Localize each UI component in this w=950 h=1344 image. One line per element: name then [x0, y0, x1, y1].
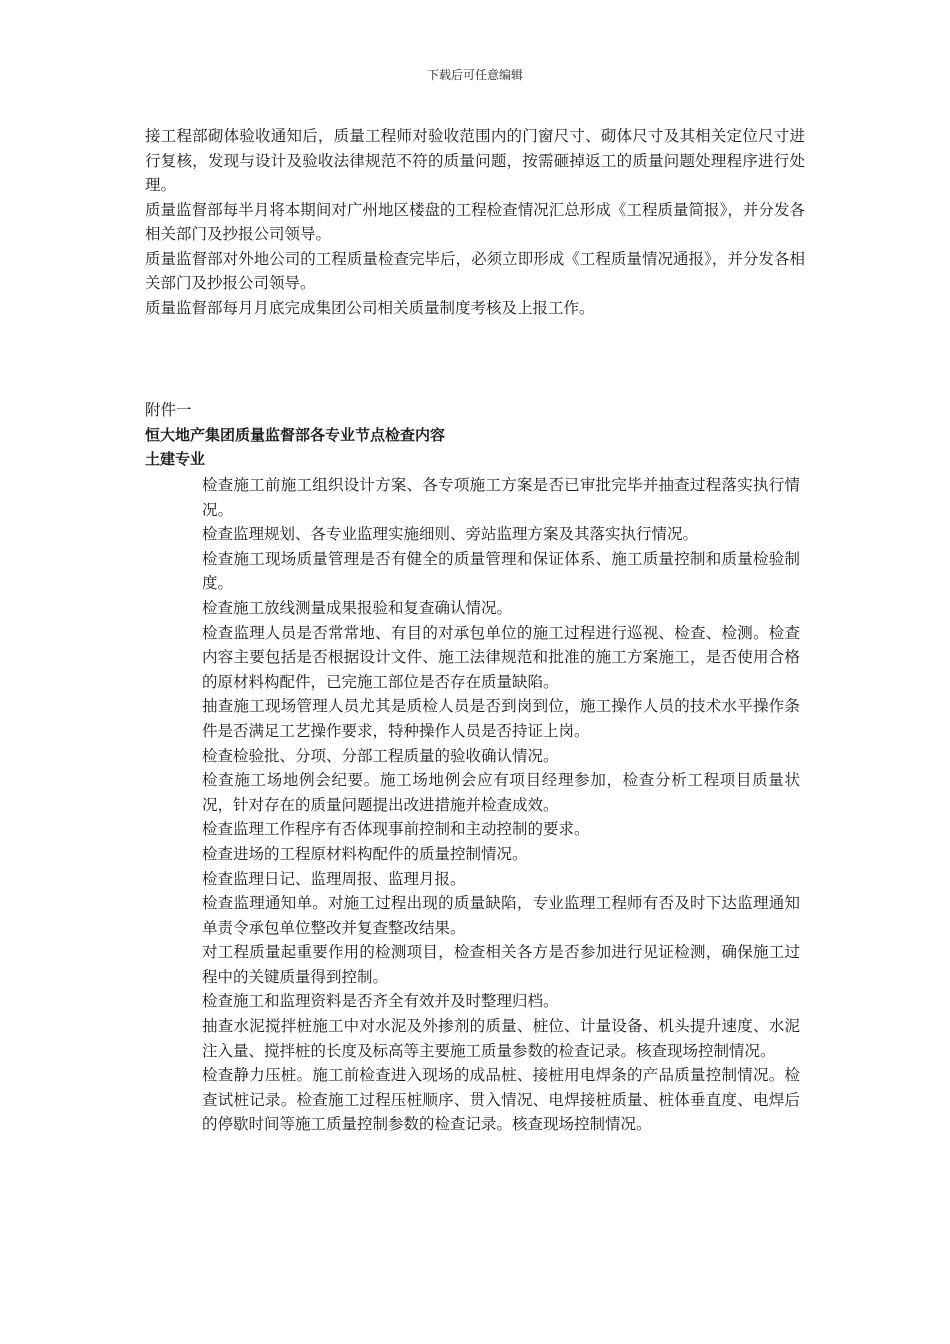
intro-paragraph: 质量监督部每半月将本期间对广州地区楼盘的工程检查情况汇总形成《工程质量简报》，并分发各相关部门及抄报公司领导。 — [145, 200, 805, 243]
inspection-item: 检查施工和监理资料是否齐全有效并及时整理归档。 — [202, 992, 559, 1011]
intro-section — [145, 124, 805, 320]
inspection-item: 检查施工场地例会纪要。施工场地例会应有项目经理参加，检查分析工程项目质量状况，针对存在的质量问题提出改进措施并检查成效。 — [202, 771, 800, 814]
inspection-item: 抽查水泥搅拌桩施工中对水泥及外掺剂的质量、桩位、计量设备、机头提升速度、水泥注入量、搅拌桩的长度及标高等主要施工质量参数的检查记录。核查现场控制情况。 — [202, 1017, 800, 1060]
intro-paragraph: 质量监督部对外地公司的工程质量检查完毕后，必须立即形成《工程质量情况通报》，并分发各相关部门及抄报公司领导。 — [145, 249, 805, 292]
inspection-item: 检查监理规划、各专业监理实施细则、旁站监理方案及其落实执行情况。 — [202, 525, 699, 544]
section-heading: 土建专业 — [145, 450, 206, 468]
intro-paragraph: 质量监督部每月月底完成集团公司相关质量制度考核及上报工作。 — [145, 298, 595, 317]
inspection-item: 检查施工前施工组织设计方案、各专项施工方案是否已审批完毕并抽查过程落实执行情况。 — [202, 476, 800, 519]
inspection-items-list — [202, 473, 800, 1137]
annex-label: 附件一 — [145, 401, 192, 419]
inspection-item: 检查施工放线测量成果报验和复查确认情况。 — [202, 598, 513, 617]
inspection-item: 对工程质量起重要作用的检测项目，检查相关各方是否参加进行见证检测，确保施工过程中的关键质量得到控制。 — [202, 943, 800, 986]
annex-title: 恒大地产集团质量监督部各专业节点检查内容 — [145, 425, 446, 444]
inspection-item: 检查静力压桩。施工前检查进入现场的成品桩、接桩用电焊条的产品质量控制情况。检查试桩记录。检查施工过程压桩顺序、贯入情况、电焊接桩质量、桩体垂直度、电焊后的停歇时间等施工质量控制参数的检查记录。核查现场控制情况。 — [202, 1066, 800, 1134]
intro-paragraph: 接工程部砌体验收通知后，质量工程师对验收范围内的门窗尺寸、砌体尺寸及其相关定位尺寸进行复核，发现与设计及验收法律规范不符的质量问题，按需砸掉返工的质量问题处理程序进行处理。 — [145, 127, 805, 194]
inspection-item: 检查监理通知单。对施工过程出现的质量缺陷，专业监理工程师有否及时下达监理通知单责令承包单位整改并复查整改结果。 — [202, 894, 800, 937]
inspection-item: 检查监理人员是否常常地、有目的对承包单位的施工过程进行巡视、检查、检测。检查内容主要包括是否根据设计文件、施工法律规范和批准的施工方案施工，是否使用合格的原材料构配件，已完施工部位是否存在质量缺陷。 — [202, 623, 800, 691]
inspection-item: 抽查施工现场管理人员尤其是质检人员是否到岗到位，施工操作人员的技术水平操作条件是否满足工艺操作要求，特种操作人员是否持证上岗。 — [202, 697, 800, 740]
annex-heading-block — [145, 398, 805, 472]
inspection-item: 检查检验批、分项、分部工程质量的验收确认情况。 — [202, 746, 559, 765]
inspection-item: 检查进场的工程原材料构配件的质量控制情况。 — [202, 844, 528, 863]
page-header-note: 下载后可任意编辑 — [426, 68, 523, 82]
inspection-item: 检查施工现场质量管理是否有健全的质量管理和保证体系、施工质量控制和质量检验制度。 — [202, 549, 800, 593]
inspection-item: 检查监理工作程序有否体现事前控制和主动控制的要求。 — [202, 820, 590, 839]
inspection-item: 检查监理日记、监理周报、监理月报。 — [202, 869, 466, 888]
